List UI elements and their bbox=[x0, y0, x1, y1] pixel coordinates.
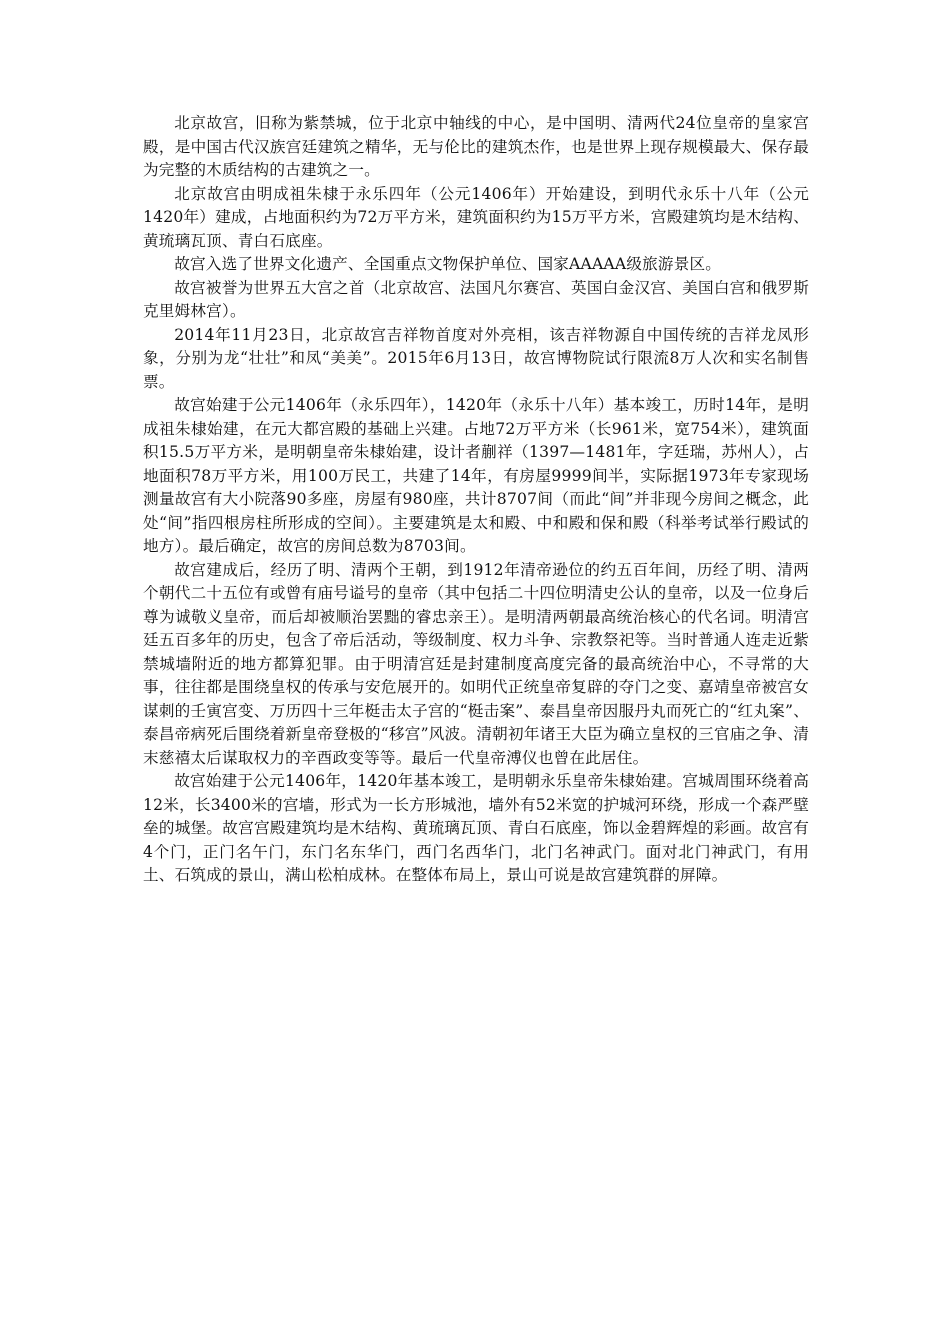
paragraph-construction: 北京故宫由明成祖朱棣于永乐四年（公元1406年）开始建设，到明代永乐十八年（公元1420年）建成，占地面积约为72万平方米，建筑面积约为15万平方米，宫殿建筑均是木结构、黄琉璃瓦顶、青白石底座。 bbox=[143, 184, 809, 250]
paragraph-heritage-status: 故宫入选了世界文化遗产、全国重点文物保护单位、国家AAAAA级旅游景区。 bbox=[174, 255, 722, 273]
paragraph-history: 故宫建成后，经历了明、清两个王朝，到1912年清帝逊位的约五百年间，历经了明、清两个朝代二十五位有或曾有庙号谥号的皇帝（其中包括二十四位明清史公认的皇帝，以及一位身后尊为诚敬义皇帝，而后却被顺治罢黜的睿忠亲王）。是明清两朝最高统治核心的代名词。明清宫廷五百多年的历史，包含了帝后活动，等级制度、权力斗争、宗教祭祀等。当时普通人连走近紫禁城墙附近的地方都算犯罪。由于明清宫廷是封建制度高度完备的最高统治中心，不寻常的大事，往往都是围绕皇权的传承与安危展开的。如明代正统皇帝复辟的夺门之变、嘉靖皇帝被宫女谋刺的壬寅宫变、万历四十三年梃击太子宫的“梃击案”、泰昌皇帝因服丹丸而死亡的“红丸案”、泰昌帝病死后围绕着新皇帝登极的“移宫”风波。清朝初年诸王大臣为确立皇权的三官庙之争、清末慈禧太后谋取权力的辛酉政变等等。最后一代皇帝溥仪也曾在此居住。 bbox=[143, 560, 809, 767]
document-body bbox=[143, 112, 809, 888]
paragraph-layout: 故宫始建于公元1406年，1420年基本竣工，是明朝永乐皇帝朱棣始建。宫城周围环绕着高12米，长3400米的宫墙，形式为一长方形城池，墙外有52米宽的护城河环绕，形成一个森严壁垒的城堡。故宫宫殿建筑均是木结构、黄琉璃瓦顶、青白石底座，饰以金碧辉煌的彩画。故宫有4个门，正门名午门，东门名东华门，西门名西华门，北门名神武门。面对北门神武门，有用土、石筑成的景山，满山松柏成林。在整体布局上，景山可说是故宫建筑群的屏障。 bbox=[143, 772, 809, 884]
paragraph-intro: 北京故宫，旧称为紫禁城，位于北京中轴线的中心，是中国明、清两代24位皇帝的皇家宫殿，是中国古代汉族宫廷建筑之精华，无与伦比的建筑杰作，也是世界上现存规模最大、保存最为完整的木质结构的古建筑之一。 bbox=[143, 114, 809, 179]
paragraph-mascot: 2014年11月23日，北京故宫吉祥物首度对外亮相，该吉祥物源自中国传统的吉祥龙凤形象，分别为龙“壮壮”和凤“美美”。2015年6月13日，故宫博物院试行限流8万人次和实名制售票。 bbox=[143, 325, 809, 391]
paragraph-five-palaces: 故宫被誉为世界五大宫之首（北京故宫、法国凡尔赛宫、英国白金汉宫、美国白宫和俄罗斯克里姆林宫）。 bbox=[143, 278, 809, 320]
paragraph-scale: 故宫始建于公元1406年（永乐四年），1420年（永乐十八年）基本竣工，历时14年，是明成祖朱棣始建，在元大都宫殿的基础上兴建。占地72万平方米（长961米，宽754米），建筑面积15.5万平方米，是明朝皇帝朱棣始建，设计者蒯祥（1397—1481年，字廷瑞，苏州人），占地面积78万平方米，用100万民工，共建了14年，有房屋9999间半，实际据1973年专家现场测量故宫有大小院落90多座，房屋有980座，共计8707间（而此“间”并非现今房间之概念，此处“间”指四根房柱所形成的空间）。主要建筑是太和殿、中和殿和保和殿（科举考试举行殿试的地方）。最后确定，故宫的房间总数为8703间。 bbox=[143, 396, 809, 555]
